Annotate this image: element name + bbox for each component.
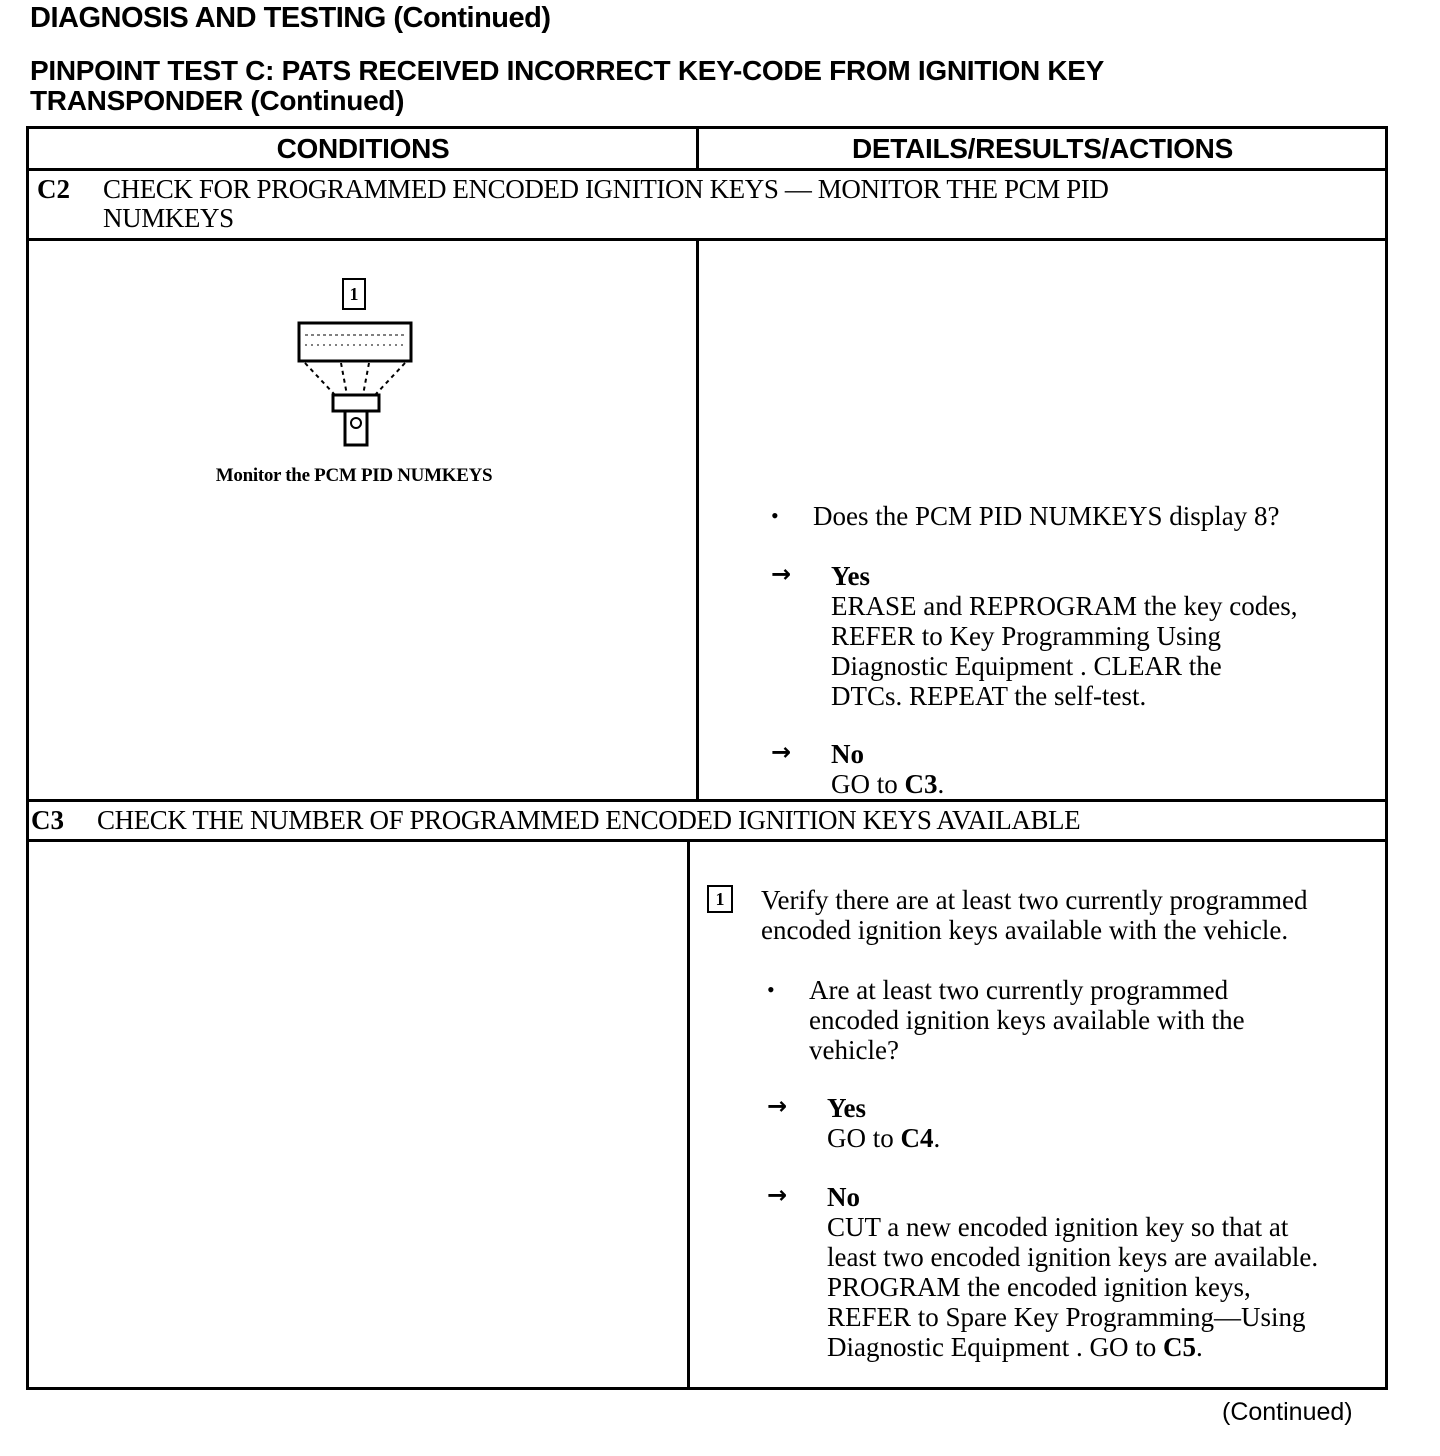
yes-action-line: REFER to Key Programming Using: [831, 621, 1221, 651]
no-action-text: GO to: [831, 769, 905, 799]
column-divider-headers: [696, 129, 699, 169]
question-line: Are at least two currently programmed: [809, 975, 1229, 1005]
continued-footer: (Continued): [1222, 1398, 1353, 1426]
no-action-last-text: Diagnostic Equipment . GO to: [827, 1332, 1163, 1362]
no-label: No: [827, 1182, 860, 1212]
no-action-line: least two encoded ignition keys are available.: [827, 1242, 1319, 1272]
bullet-icon: •: [767, 977, 775, 1002]
question-line: vehicle?: [809, 1035, 899, 1065]
no-action-line: CUT a new encoded ignition key so that at: [827, 1212, 1289, 1242]
yes-action-suffix: .: [933, 1123, 941, 1153]
step-c3-no-action: [827, 1212, 1387, 1362]
test-title-line2: TRANSPONDER (Continued): [30, 85, 405, 116]
step-c2-question-text: Does the PCM PID NUMKEYS display 8?: [813, 501, 1280, 531]
arrow-icon: →: [767, 1092, 788, 1120]
arrow-icon: →: [771, 560, 792, 588]
no-action-suffix: .: [937, 769, 945, 799]
step-reference-c3: C3: [904, 769, 938, 799]
column-divider-c2: [696, 239, 699, 800]
step-c2-yes-action: [831, 591, 1391, 711]
step-number-box: 1: [707, 885, 733, 913]
instruction-line: encoded ignition keys available with the vehicle.: [761, 915, 1289, 945]
column-header-details: DETAILS/RESULTS/ACTIONS: [852, 133, 1233, 164]
pinpoint-test-table: [26, 126, 1388, 1390]
column-header-conditions: CONDITIONS: [276, 133, 450, 164]
divider-under-c2: [29, 799, 1385, 802]
yes-label: Yes: [831, 561, 870, 591]
bullet-icon: •: [771, 503, 779, 528]
instruction-line: Verify there are at least two currently programmed: [761, 885, 1308, 915]
divider-under-c3-title: [29, 839, 1385, 842]
yes-action-line: DTCs. REPEAT the self-test.: [831, 681, 1147, 711]
divider-under-headers: [29, 168, 1385, 171]
illustration-caption: Monitor the PCM PID NUMKEYS: [215, 465, 493, 486]
no-action-line: REFER to Spare Key Programming—Using: [827, 1302, 1306, 1332]
step-c2-id: C2: [37, 174, 70, 204]
no-label: No: [831, 739, 864, 769]
no-action-suffix: .: [1195, 1332, 1203, 1362]
step-c3-instruction: [761, 885, 1381, 945]
step-c3-title: CHECK THE NUMBER OF PROGRAMMED ENCODED IGNITION KEYS AVAILABLE: [97, 805, 1081, 835]
step-c3-id: C3: [31, 805, 64, 835]
no-action-line: [827, 1332, 1387, 1362]
divider-under-c2-title: [29, 238, 1385, 241]
question-line: encoded ignition keys available with the: [809, 1005, 1245, 1035]
test-title-line1: PINPOINT TEST C: PATS RECEIVED INCORRECT KEY-CODE FROM IGNITION KEY: [30, 55, 1105, 86]
yes-action-line: ERASE and REPROGRAM the key codes,: [831, 591, 1298, 621]
pinpoint-test-title: [30, 56, 1390, 116]
yes-action-line: Diagnostic Equipment . CLEAR the: [831, 651, 1222, 681]
section-header: DIAGNOSIS AND TESTING (Continued): [30, 2, 551, 34]
yes-action-text: GO to: [827, 1123, 901, 1153]
yes-label: Yes: [827, 1093, 866, 1123]
illustration-callout-number: 1: [349, 284, 359, 304]
no-action-line: PROGRAM the encoded ignition keys,: [827, 1272, 1251, 1302]
arrow-icon: →: [767, 1181, 788, 1209]
step-c3-question-text: [809, 975, 1369, 1065]
step-reference-c5: C5: [1162, 1332, 1196, 1362]
step-c2-title-line1: CHECK FOR PROGRAMMED ENCODED IGNITION KEYS — MONITOR THE PCM PID: [103, 174, 1109, 204]
step-c2-no-action: [831, 769, 1391, 799]
step-c2-title: [103, 175, 1108, 233]
step-c3-yes-action: [827, 1123, 1387, 1153]
step-reference-c4: C4: [900, 1123, 934, 1153]
scan-tool-illustration: [287, 275, 417, 451]
arrow-icon: →: [771, 738, 792, 766]
column-divider-c3: [687, 840, 690, 1390]
step-c2-title-line2: NUMKEYS: [103, 203, 234, 233]
